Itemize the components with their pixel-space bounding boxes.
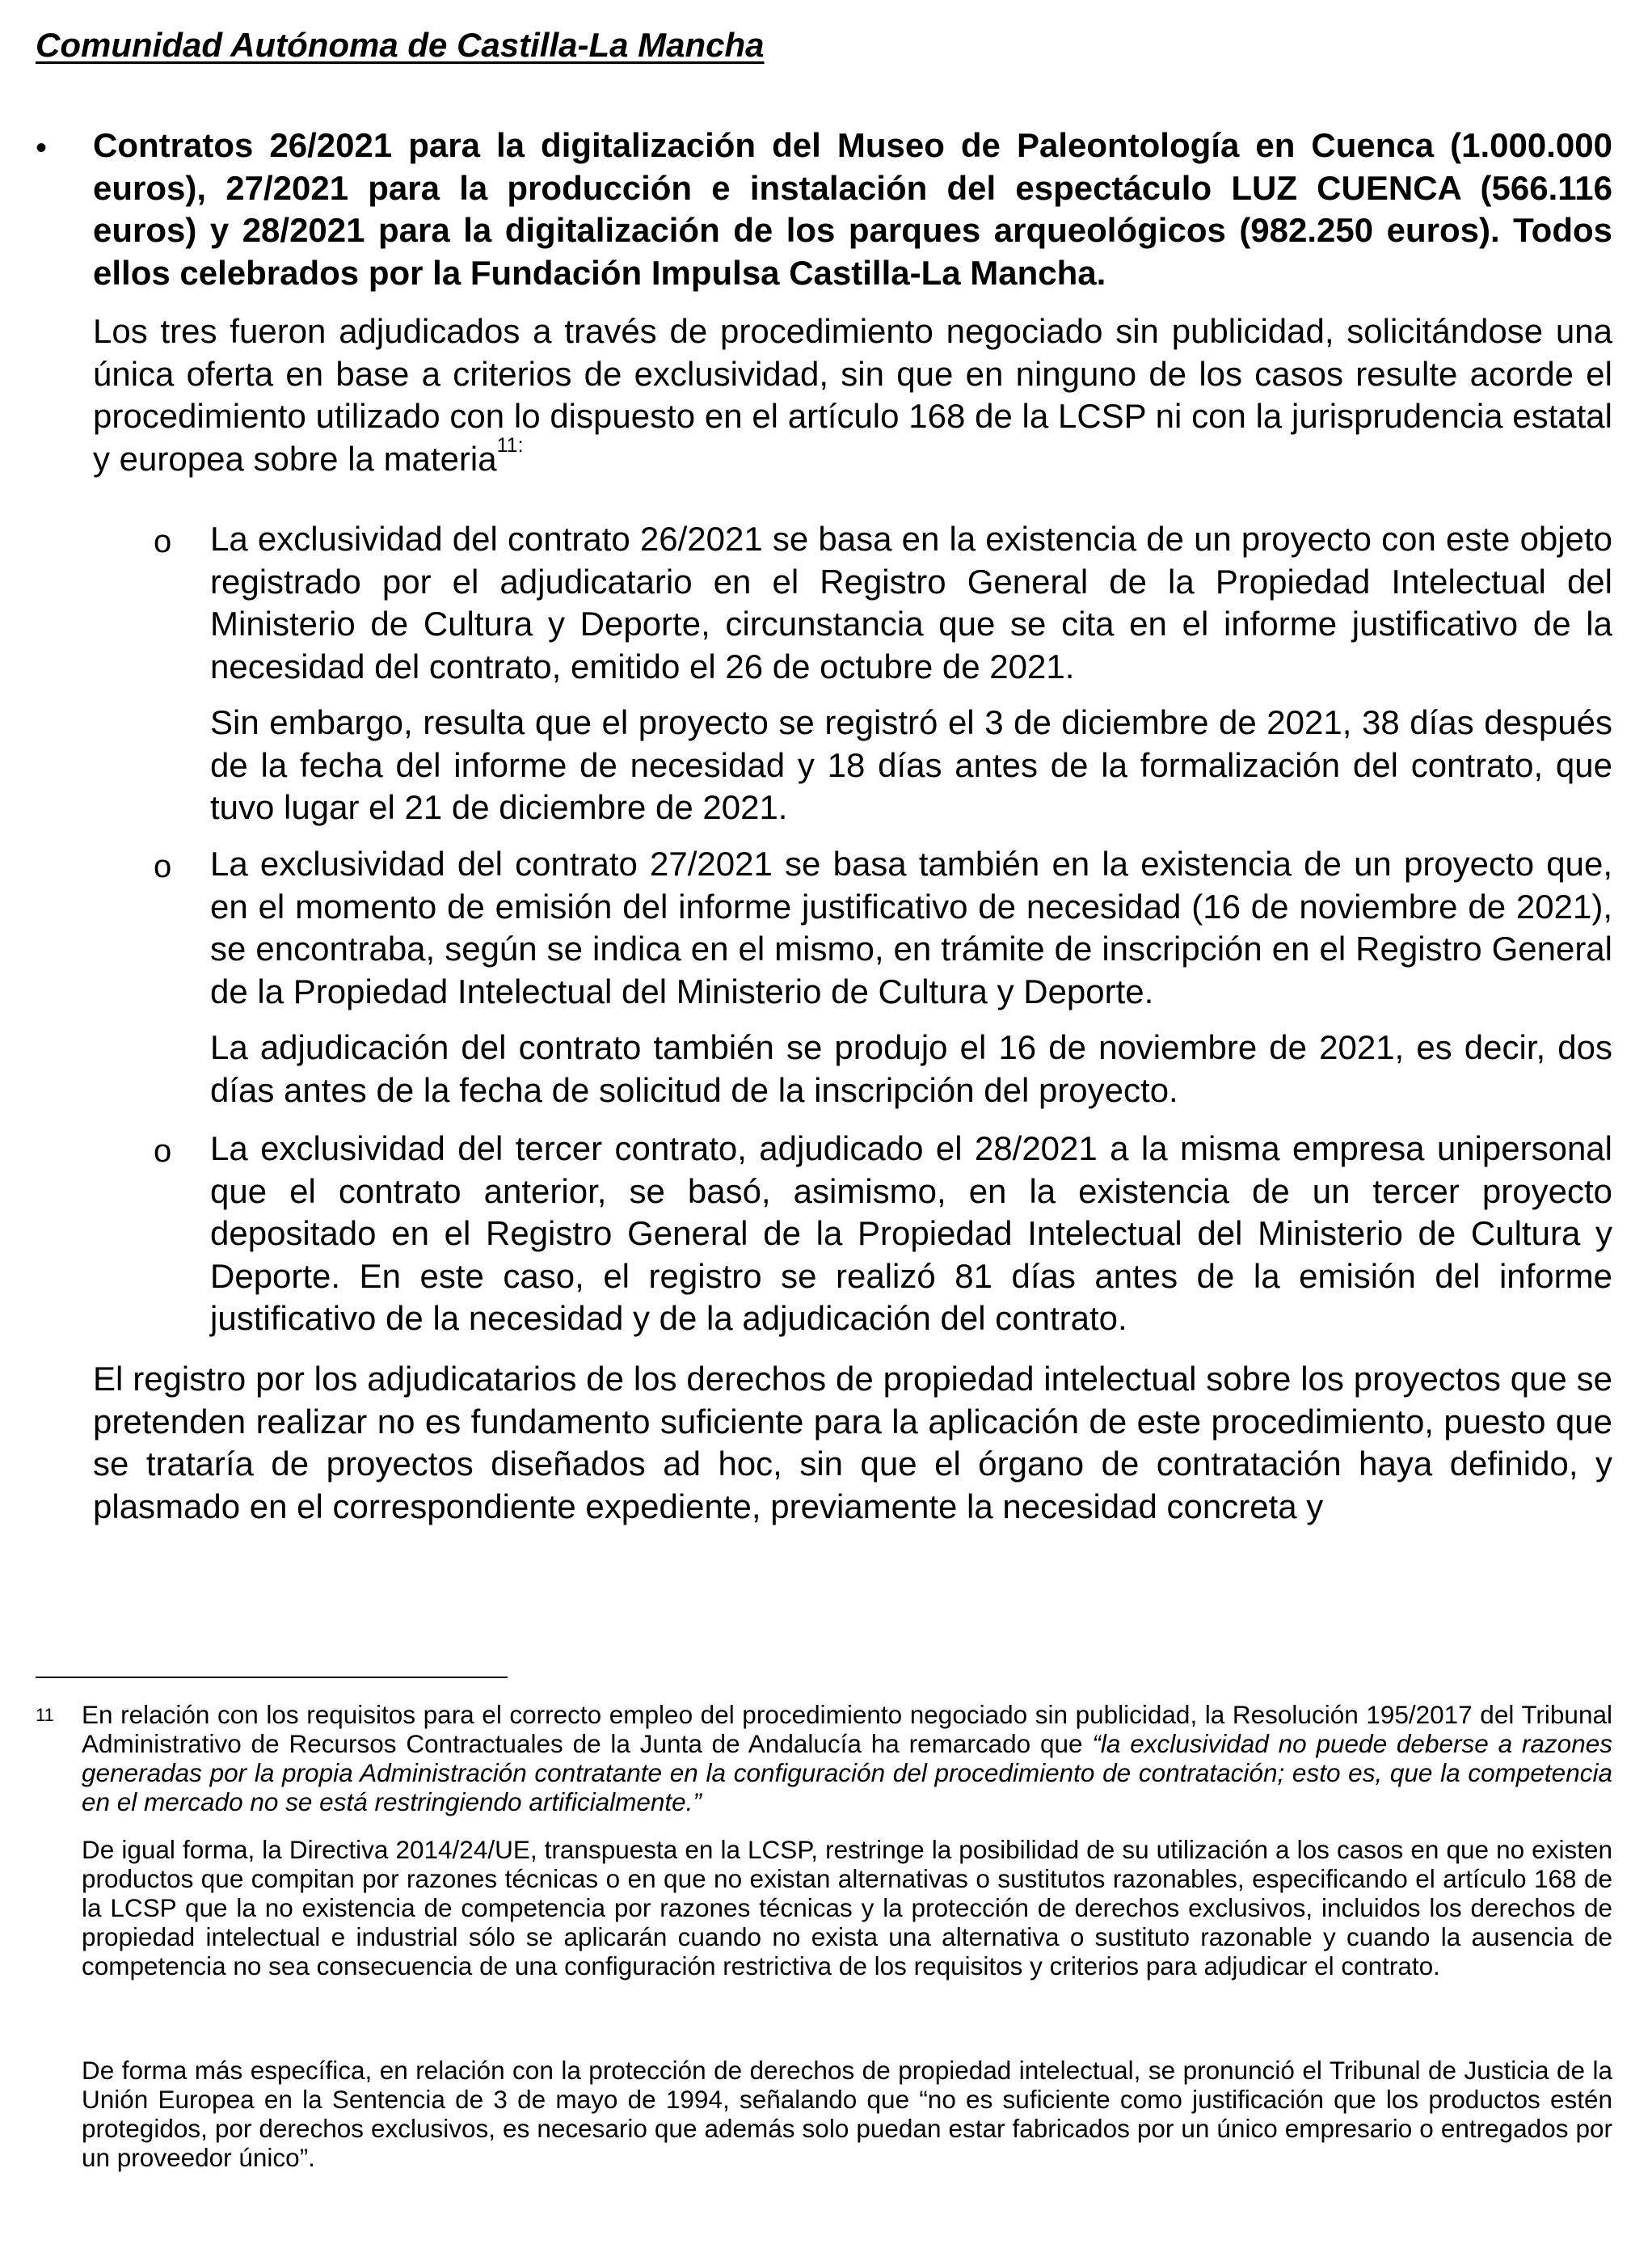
footnote-paragraph: De igual forma, la Directiva 2014/24/UE, transpuesta en la LCSP, restringe la posibilidad de su utilización a los casos en que no existen productos que compitan por razones técnicas o en que no existan alternativas o sustitutos razonables, especificando el artículo 168 de la LCSP que la no existencia de competencia por razones técnicas y la protección de derechos exclusivos, incluidos los derechos de propiedad intelectual e industrial sólo se aplicarán cuando no exista una alternativa o sustituto razonable y cuando la ausencia de competencia no sea consecuencia de una configuración restrictiva de los requisitos y criterios para adjudicar el contrato. (82, 1835, 1612, 1980)
subitem-paragraph: La adjudicación del contrato también se produjo el 16 de noviembre de 2021, es decir, dos días antes de la fecha de solicitud de la inscripción del proyecto. (210, 1028, 1612, 1109)
subitem-paragraph: La exclusividad del contrato 27/2021 se basa también en la existencia de un proyecto que, en el momento de emisión del informe justificativo de necesidad (16 de noviembre de 2021), se encontraba, según se indica en el mismo, en trámite de inscripción en el Registro General de la Propiedad Intelectual del Ministerio de Cultura y Deporte. (210, 845, 1612, 1010)
footnote-paragraph: De forma más específica, en relación con la protección de derechos de propiedad intelectual, se pronunció el Tribunal de Justicia de la Unión Europea en la Sentencia de 3 de mayo de 1994, señalando que “no es suficiente como justificación que los productos estén protegidos, por derechos exclusivos, es necesario que además solo puedan estar fabricados por un único empresario o entregados por un proveedor único”. (82, 2056, 1612, 2172)
closing-paragraph: El registro por los adjudicatarios de los derechos de propiedad intelectual sobre los proyectos que se pretenden realizar no es fundamento suficiente para la aplicación de este procedimiento, puesto que se trataría de proyectos diseñados ad hoc, sin que el órgano de contratación haya definido, y plasmado en el correspondiente expediente, previamente la necesidad concreta y (93, 1360, 1612, 1525)
intro-text: Los tres fueron adjudicados a través de procedimiento negociado sin publicidad, solicitándose una única oferta en base a criterios de exclusividad, sin que en ninguno de los casos resulte acorde el procedimiento utilizado con lo dispuesto en el artículo 168 de la LCSP ni con la jurisprudencia estatal y europea sobre la materia (93, 312, 1612, 478)
footnote-separator (36, 1677, 508, 1678)
subitem-paragraph: La exclusividad del tercer contrato, adjudicado el 28/2021 a la misma empresa unipersonal que el contrato anterior, se basó, asimismo, en la existencia de un tercer proyecto depositado en el Registro General de la Propiedad Intelectual del Ministerio de Cultura y Deporte. En este caso, el registro se realizó 81 días antes de la emisión del informe justificativo de la necesidad y de la adjudicación del contrato. (210, 1129, 1612, 1337)
footnote-text: En relación con los requisitos para el correcto empleo del procedimiento negociado sin publicidad, la Resolución 195/2017 del Tribunal Administrativo de Recursos Contractuales de la Junta de Andalucía ha remarcado que (82, 1700, 1612, 1758)
page-header-title: Comunidad Autónoma de Castilla-La Mancha (36, 26, 765, 64)
subitem-paragraph: La exclusividad del contrato 26/2021 se basa en la existencia de un proyecto con este objeto registrado por el adjudicatario en el Registro General de la Propiedad Intelectual del Ministerio de Cultura y Deporte, circunstancia que se cita en el informe justificativo de la necesidad del contrato, emitido el 26 de octubre de 2021. (210, 520, 1612, 685)
bullet-marker: • (36, 130, 48, 166)
subitem-marker: o (154, 1133, 172, 1169)
subitem-marker: o (154, 524, 172, 559)
intro-paragraph (93, 310, 1612, 480)
subitem-paragraph: Sin embargo, resulta que el proyecto se registró el 3 de diciembre de 2021, 38 días después de la fecha del informe de necesidad y 18 días antes de la formalización del contrato, que tuvo lugar el 21 de diciembre de 2021. (210, 703, 1612, 826)
footnote-paragraph (82, 1700, 1612, 1816)
footnote-quote: “la exclusividad no puede deberse a razones generadas por la propia Administración contratante en la configuración del procedimiento de contratación; esto es, que la competencia en el mercado no se está restringiendo artificialmente.” (82, 1729, 1612, 1816)
bullet-lead-text: Contratos 26/2021 para la digitalización del Museo de Paleontología en Cuenca (1.000.000 euros), 27/2021 para la producción e instalación del espectáculo LUZ CUENCA (566.116 euros) y 28/2021 para la digitalización de los parques arqueológicos (982.250 euros). Todos ellos celebrados por la Fundación Impulsa Castilla-La Mancha. (93, 126, 1612, 292)
footnote-number: 11 (36, 1705, 54, 1725)
subitem-marker: o (154, 849, 172, 884)
footnote-reference[interactable]: 11: (496, 433, 524, 457)
